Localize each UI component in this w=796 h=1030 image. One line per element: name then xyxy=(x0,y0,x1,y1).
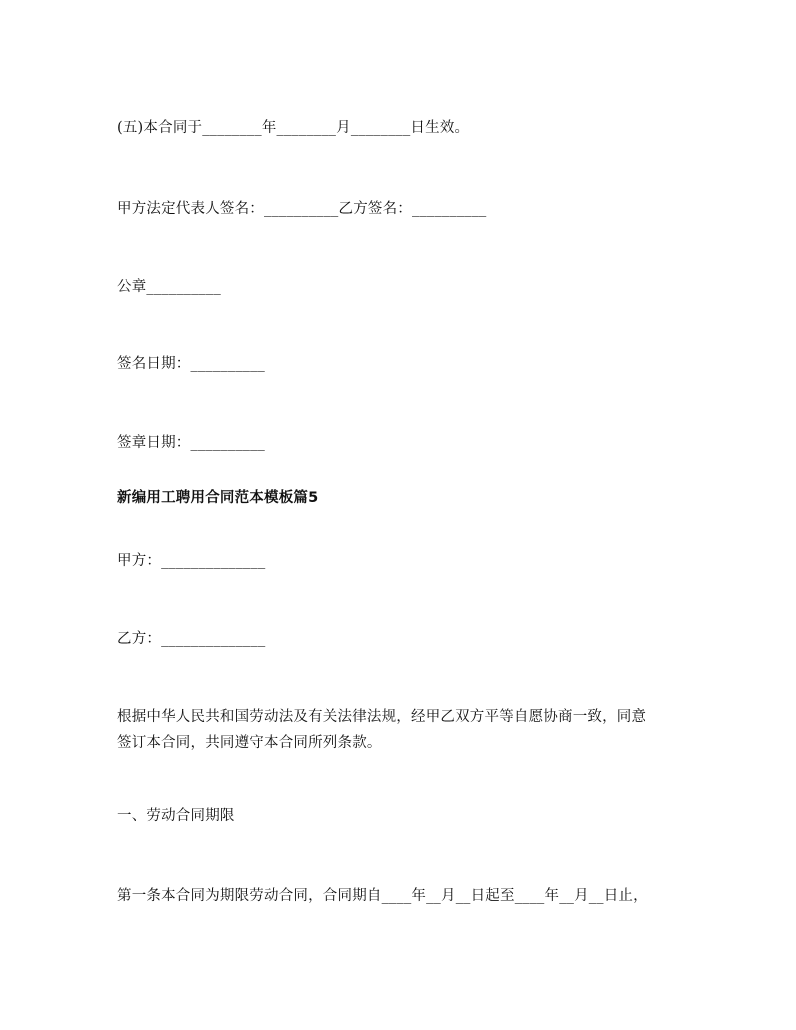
section-heading: 新编用工聘用合同范本模板篇5 xyxy=(117,490,319,506)
seal-date-line: 签章日期：__________ xyxy=(117,435,265,451)
party-b-line: 乙方：______________ xyxy=(117,631,266,647)
sign-date-line: 签名日期：__________ xyxy=(117,356,265,372)
article-1-line: 第一条本合同为期限劳动合同，合同期自____年__月__日起至____年__月__日止， xyxy=(117,888,648,904)
preamble-line-1: 根据中华人民共和国劳动法及有关法律法规，经甲乙双方平等自愿协商一致，同意 xyxy=(117,709,647,725)
preamble-paragraph xyxy=(117,704,687,756)
chapter-title: 一、劳动合同期限 xyxy=(117,808,235,824)
preamble-line-2: 签订本合同，共同遵守本合同所列条款。 xyxy=(117,735,382,751)
signature-line: 甲方法定代表人签名：__________乙方签名：__________ xyxy=(117,201,487,217)
party-a-line: 甲方：______________ xyxy=(117,553,266,569)
seal-line: 公章__________ xyxy=(117,279,221,295)
effective-date-clause: (五)本合同于________年________月________日生效。 xyxy=(117,120,470,136)
